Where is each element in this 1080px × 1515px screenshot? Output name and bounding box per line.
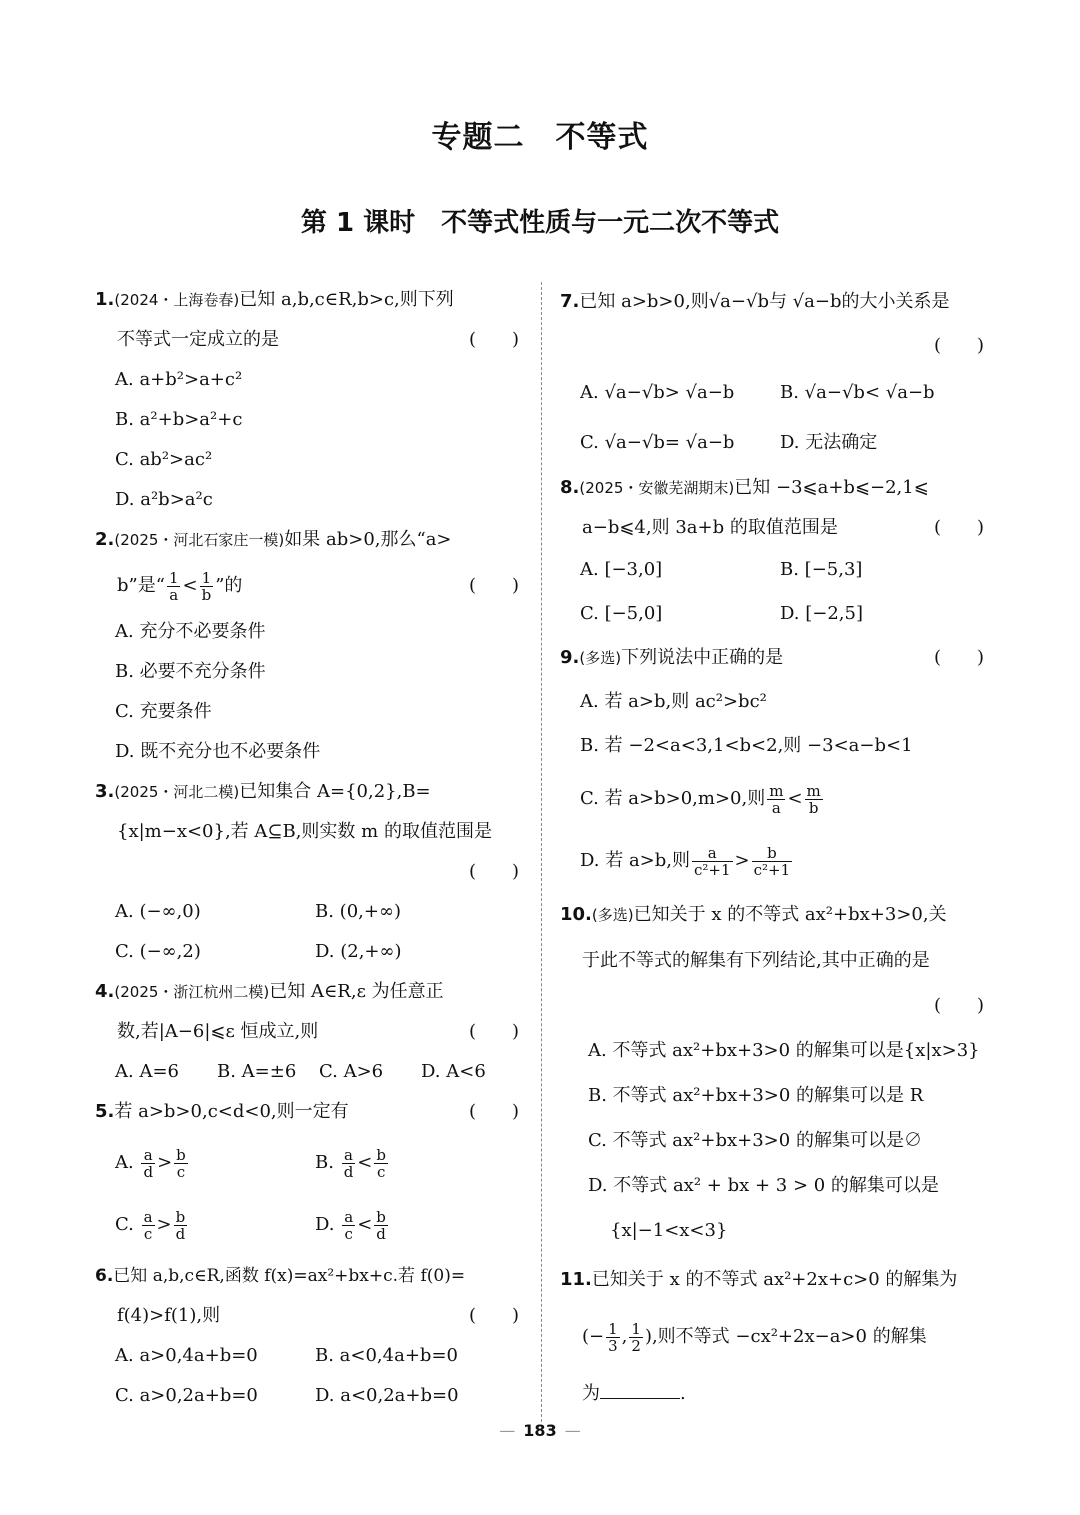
answer-parentheses[interactable]: ( ) xyxy=(933,517,984,538)
option-a[interactable]: A. (−∞,0) xyxy=(115,901,201,922)
question-7 xyxy=(560,280,990,468)
answer-parentheses[interactable]: ( ) xyxy=(468,1101,519,1122)
option-c[interactable]: C. 不等式 ax²+bx+3>0 的解集可以是∅ xyxy=(588,1130,922,1151)
question-number: 9. xyxy=(560,647,580,668)
option-c[interactable]: C. a>0,2a+b=0 xyxy=(115,1385,258,1406)
option-a[interactable]: A. 充分不必要条件 xyxy=(115,621,266,642)
question-stem: 不等式一定成立的是 xyxy=(117,329,279,350)
question-stem: {x|m−x<0},若 A⊆B,则实数 m 的取值范围是 xyxy=(117,821,492,842)
option-d-continued: {x|−1<x<3} xyxy=(610,1220,728,1241)
question-stem: 已知关于 x 的不等式 ax²+2x+c>0 的解集为 xyxy=(591,1269,958,1290)
option-c[interactable]: C. 充要条件 xyxy=(115,701,212,722)
question-number: 11. xyxy=(560,1269,592,1290)
question-stem: f(4)>f(1),则 xyxy=(117,1305,221,1326)
question-number: 1. xyxy=(95,289,115,310)
question-source: (2025・河北石家庄一模) xyxy=(114,531,285,549)
question-11: 11.已知关于 x 的不等式 ax²+2x+c>0 的解集为 (− $\frac{1}{3}$ , $\frac{1}{2}$ ),则不等式 −cx²+2x−a>0 的解集 为 . xyxy=(560,1269,958,1404)
question-source: (多选) xyxy=(579,649,622,667)
question-stem: 已知 A∈R,ε 为任意正 xyxy=(269,981,444,1002)
option-b[interactable]: B. [−5,3] xyxy=(780,559,863,580)
question-stem: a−b⩽4,则 3a+b 的取值范围是 xyxy=(582,517,838,538)
answer-parentheses[interactable]: ( ) xyxy=(468,575,519,596)
question-9 xyxy=(560,636,990,892)
question-2: 2.(2025・河北石家庄一模)如果 ab>0,那么“a> b”是“ $\frac{1}{a}$ < $\frac{1}{b}$ ”的 ( ) A. 充分不必要条件 B. 必要不充分条件 C. 充要条件 D. 既不充分也不必要条件 xyxy=(95,520,525,772)
option-a[interactable]: A. √a−√b> √a−b xyxy=(580,382,735,403)
question-8 xyxy=(560,468,990,636)
question-1 xyxy=(95,280,525,520)
option-d[interactable]: D. [−2,5] xyxy=(780,603,863,624)
option-b[interactable]: B. 不等式 ax²+bx+3>0 的解集可以是 R xyxy=(588,1085,924,1106)
option-a[interactable]: A. A=6 xyxy=(115,1061,179,1082)
option-c[interactable]: C. $\frac{a}{c}$ > $\frac{b}{d}$ xyxy=(115,1207,186,1243)
page-number: — 183 — xyxy=(499,1421,581,1440)
option-d[interactable]: D. 既不充分也不必要条件 xyxy=(115,741,321,762)
question-stem: 数,若|A−6|⩽ε 恒成立,则 xyxy=(117,1021,319,1042)
fraction: $\frac{1}{3}$ xyxy=(608,1319,618,1355)
question-stem: ),则不等式 −cx²+2x−a>0 的解集 xyxy=(644,1326,927,1347)
option-c[interactable]: C. ab²>ac² xyxy=(115,449,213,470)
option-b[interactable]: B. 必要不充分条件 xyxy=(115,661,266,682)
question-number: 6. xyxy=(95,1266,114,1286)
option-d[interactable]: D. (2,+∞) xyxy=(315,941,402,962)
option-a[interactable]: A. 不等式 ax²+bx+3>0 的解集可以是{x|x>3} xyxy=(588,1040,980,1061)
option-b[interactable]: B. a<0,4a+b=0 xyxy=(315,1345,458,1366)
question-stem: 于此不等式的解集有下列结论,其中正确的是 xyxy=(582,950,930,971)
question-3 xyxy=(95,772,525,972)
fraction: $\frac{1}{a}$ xyxy=(168,568,179,604)
lesson-title: 第 1 课时 不等式性质与一元二次不等式 xyxy=(300,208,780,238)
answer-parentheses[interactable]: ( ) xyxy=(468,1305,519,1326)
option-b[interactable]: B. 若 −2<a<3,1<b<2,则 −3<a−b<1 xyxy=(580,735,913,756)
question-number: 8. xyxy=(560,477,580,498)
question-source: (2024・上海卷春) xyxy=(114,291,240,309)
option-c[interactable]: C. A>6 xyxy=(319,1061,384,1082)
right-column xyxy=(560,280,990,1421)
option-a[interactable]: A. a+b²>a+c² xyxy=(115,369,243,390)
left-column xyxy=(95,280,525,1416)
page-title: 专题二 不等式 xyxy=(431,120,649,155)
question-stem: 已知集合 A={0,2},B= xyxy=(239,781,431,802)
option-d[interactable]: D. 若 a>b,则 $\frac{a}{\text{c²+1}}$ > $\frac{b}{\text{c²+1}}$ xyxy=(580,843,791,879)
option-c[interactable]: C. √a−√b= √a−b xyxy=(580,432,735,453)
question-number: 4. xyxy=(95,981,115,1002)
option-d[interactable]: D. A<6 xyxy=(421,1061,486,1082)
question-stem: 已知 a,b,c∈R,函数 f(x)=ax²+bx+c.若 f(0)= xyxy=(113,1266,466,1286)
option-c[interactable]: C. [−5,0] xyxy=(580,603,663,624)
option-d[interactable]: D. a<0,2a+b=0 xyxy=(315,1385,459,1406)
question-stem: 已知 a>b>0,则√a−√b与 √a−b的大小关系是 xyxy=(579,291,950,312)
question-number: 5. xyxy=(95,1101,115,1122)
option-b[interactable]: B. A=±6 xyxy=(217,1061,297,1082)
question-stem: 下列说法中正确的是 xyxy=(621,647,784,668)
question-4 xyxy=(95,972,525,1092)
answer-parentheses[interactable]: ( ) xyxy=(933,335,984,356)
question-number: 10. xyxy=(560,904,592,925)
option-d[interactable]: D. $\frac{a}{c}$ < $\frac{b}{d}$ xyxy=(315,1207,386,1243)
option-c[interactable]: C. (−∞,2) xyxy=(115,941,201,962)
question-5 xyxy=(95,1092,525,1256)
answer-parentheses[interactable]: ( ) xyxy=(933,995,984,1016)
option-d[interactable]: D. 不等式 ax² + bx + 3 > 0 的解集可以是 xyxy=(588,1175,939,1196)
question-number: 7. xyxy=(560,291,580,312)
question-10 xyxy=(560,892,990,1253)
answer-blank[interactable] xyxy=(600,1380,680,1399)
fraction: $\frac{1}{b}$ xyxy=(201,568,212,604)
answer-parentheses[interactable]: ( ) xyxy=(933,647,984,668)
option-a[interactable]: A. 若 a>b,则 ac²>bc² xyxy=(580,691,767,712)
question-6 xyxy=(95,1256,525,1416)
answer-parentheses[interactable]: ( ) xyxy=(468,329,519,350)
question-number: 3. xyxy=(95,781,115,802)
question-source: (2025・浙江杭州二模) xyxy=(114,983,270,1001)
question-stem: 若 a>b>0,c<d<0,则一定有 xyxy=(114,1101,349,1122)
option-a[interactable]: A. $\frac{a}{d}$ > $\frac{b}{c}$ xyxy=(115,1145,186,1181)
question-source: (多选) xyxy=(591,906,634,924)
option-b[interactable]: B. $\frac{a}{d}$ < $\frac{b}{c}$ xyxy=(315,1145,386,1181)
option-b[interactable]: B. √a−√b< √a−b xyxy=(780,382,935,403)
question-stem: b”是“ xyxy=(117,575,165,596)
question-stem: 已知 −3⩽a+b⩽−2,1⩽ xyxy=(734,477,929,498)
option-d[interactable]: D. 无法确定 xyxy=(780,432,878,453)
option-a[interactable]: A. [−3,0] xyxy=(580,559,663,580)
column-divider xyxy=(541,282,542,1422)
question-source: (2025・河北二模) xyxy=(114,783,240,801)
option-c[interactable]: C. 若 a>b>0,m>0,则 $\frac{m}{a}$ < $\frac{m}{b}$ xyxy=(580,781,821,817)
question-stem: 已知 a,b,c∈R,b>c,则下列 xyxy=(239,289,454,310)
answer-parentheses[interactable]: ( ) xyxy=(468,1021,519,1042)
option-b[interactable]: B. (0,+∞) xyxy=(315,901,401,922)
question-stem: 如果 ab>0,那么“a> xyxy=(284,529,452,550)
answer-parentheses[interactable]: ( ) xyxy=(468,861,519,882)
option-a[interactable]: A. a>0,4a+b=0 xyxy=(115,1345,258,1366)
question-number: 2. xyxy=(95,529,115,550)
fraction: $\frac{1}{2}$ xyxy=(631,1319,641,1355)
question-stem: 已知关于 x 的不等式 ax²+bx+3>0,关 xyxy=(633,904,947,925)
option-d[interactable]: D. a²b>a²c xyxy=(115,489,213,510)
option-b[interactable]: B. a²+b>a²+c xyxy=(115,409,243,430)
question-source: (2025・安徽芜湖期末) xyxy=(579,479,735,497)
